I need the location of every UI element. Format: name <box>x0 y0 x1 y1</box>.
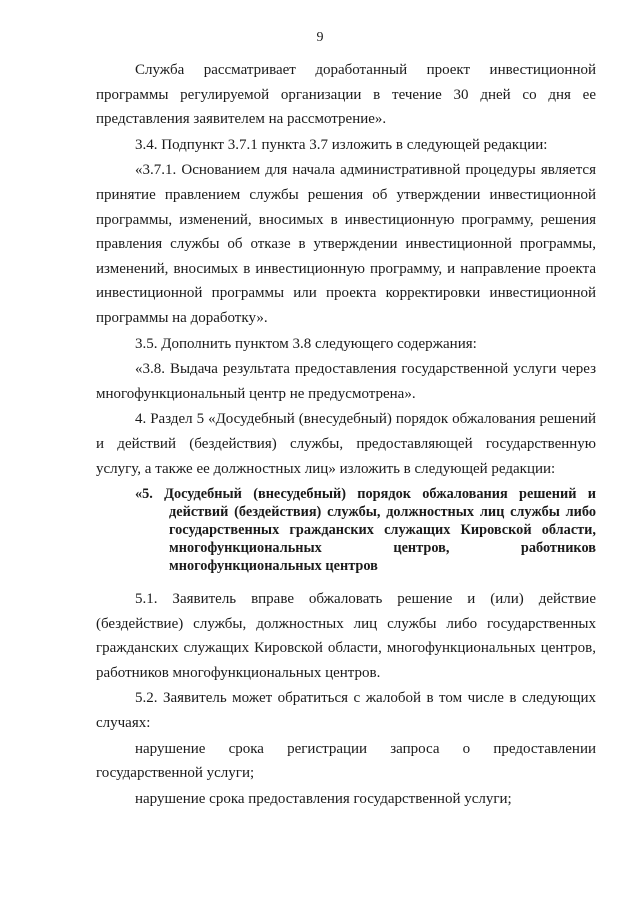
paragraph-amend-3-4: 3.4. Подпункт 3.7.1 пункта 3.7 изложить в следующей редакции: <box>135 136 548 153</box>
section-5-heading-text: «5. Досудебный (внесудебный) порядок обжалования решений и действий (бездействия) службы, должностных лиц службы либо государственных гражданских служащих Кировской области, многофункциональных центров, работников многофункциональных центров <box>135 486 596 575</box>
paragraph-amend-section-5: 4. Раздел 5 «Досудебный (внесудебный) порядок обжалования решений и действий (бездействия) службы, предоставляющей государственную услугу, а также ее должностных лиц» изложить в следующей редакции: <box>96 411 596 477</box>
paragraph-clause-5-1: 5.1. Заявитель вправе обжаловать решение и (или) действие (бездействие) службы, должностных лиц службы либо государственных гражданских служащих Кировской области, многофункциональных центров, работников многофункциональных центров. <box>96 591 596 681</box>
section-5-heading <box>96 485 596 575</box>
list-item-service-deadline-violation: нарушение срока предоставления государственной услуги; <box>135 790 512 807</box>
paragraph-clause-3-8: «3.8. Выдача результата предоставления государственной услуги через многофункциональный центр не предусмотрена». <box>96 361 596 402</box>
page-number: 9 <box>316 30 324 45</box>
document-body <box>96 58 596 812</box>
list-item-registration-violation: нарушение срока регистрации запроса о предоставлении государственной услуги; <box>96 740 596 782</box>
paragraph-clause-5-2: 5.2. Заявитель может обратиться с жалобой в том числе в следующих случаях: <box>96 690 596 732</box>
paragraph-review-period: Служба рассматривает доработанный проект инвестиционной программы регулируемой организации в течение 30 дней со дня ее представления заявителем на рассмотрение». <box>96 62 596 128</box>
paragraph-clause-3-7-1: «3.7.1. Основанием для начала административной процедуры является принятие правлением службы решения об утверждении инвестиционной программы, изменений, вносимых в инвестиционную программу, решения правления службы об отказе в утверждении инвестиционной программы, изменений, вносимых в инвестиционную программу, и направление проекта инвестиционной программы или проекта корректировки инвестиционной программы на доработку». <box>96 162 596 326</box>
paragraph-amend-3-5: 3.5. Дополнить пунктом 3.8 следующего содержания: <box>135 335 477 352</box>
